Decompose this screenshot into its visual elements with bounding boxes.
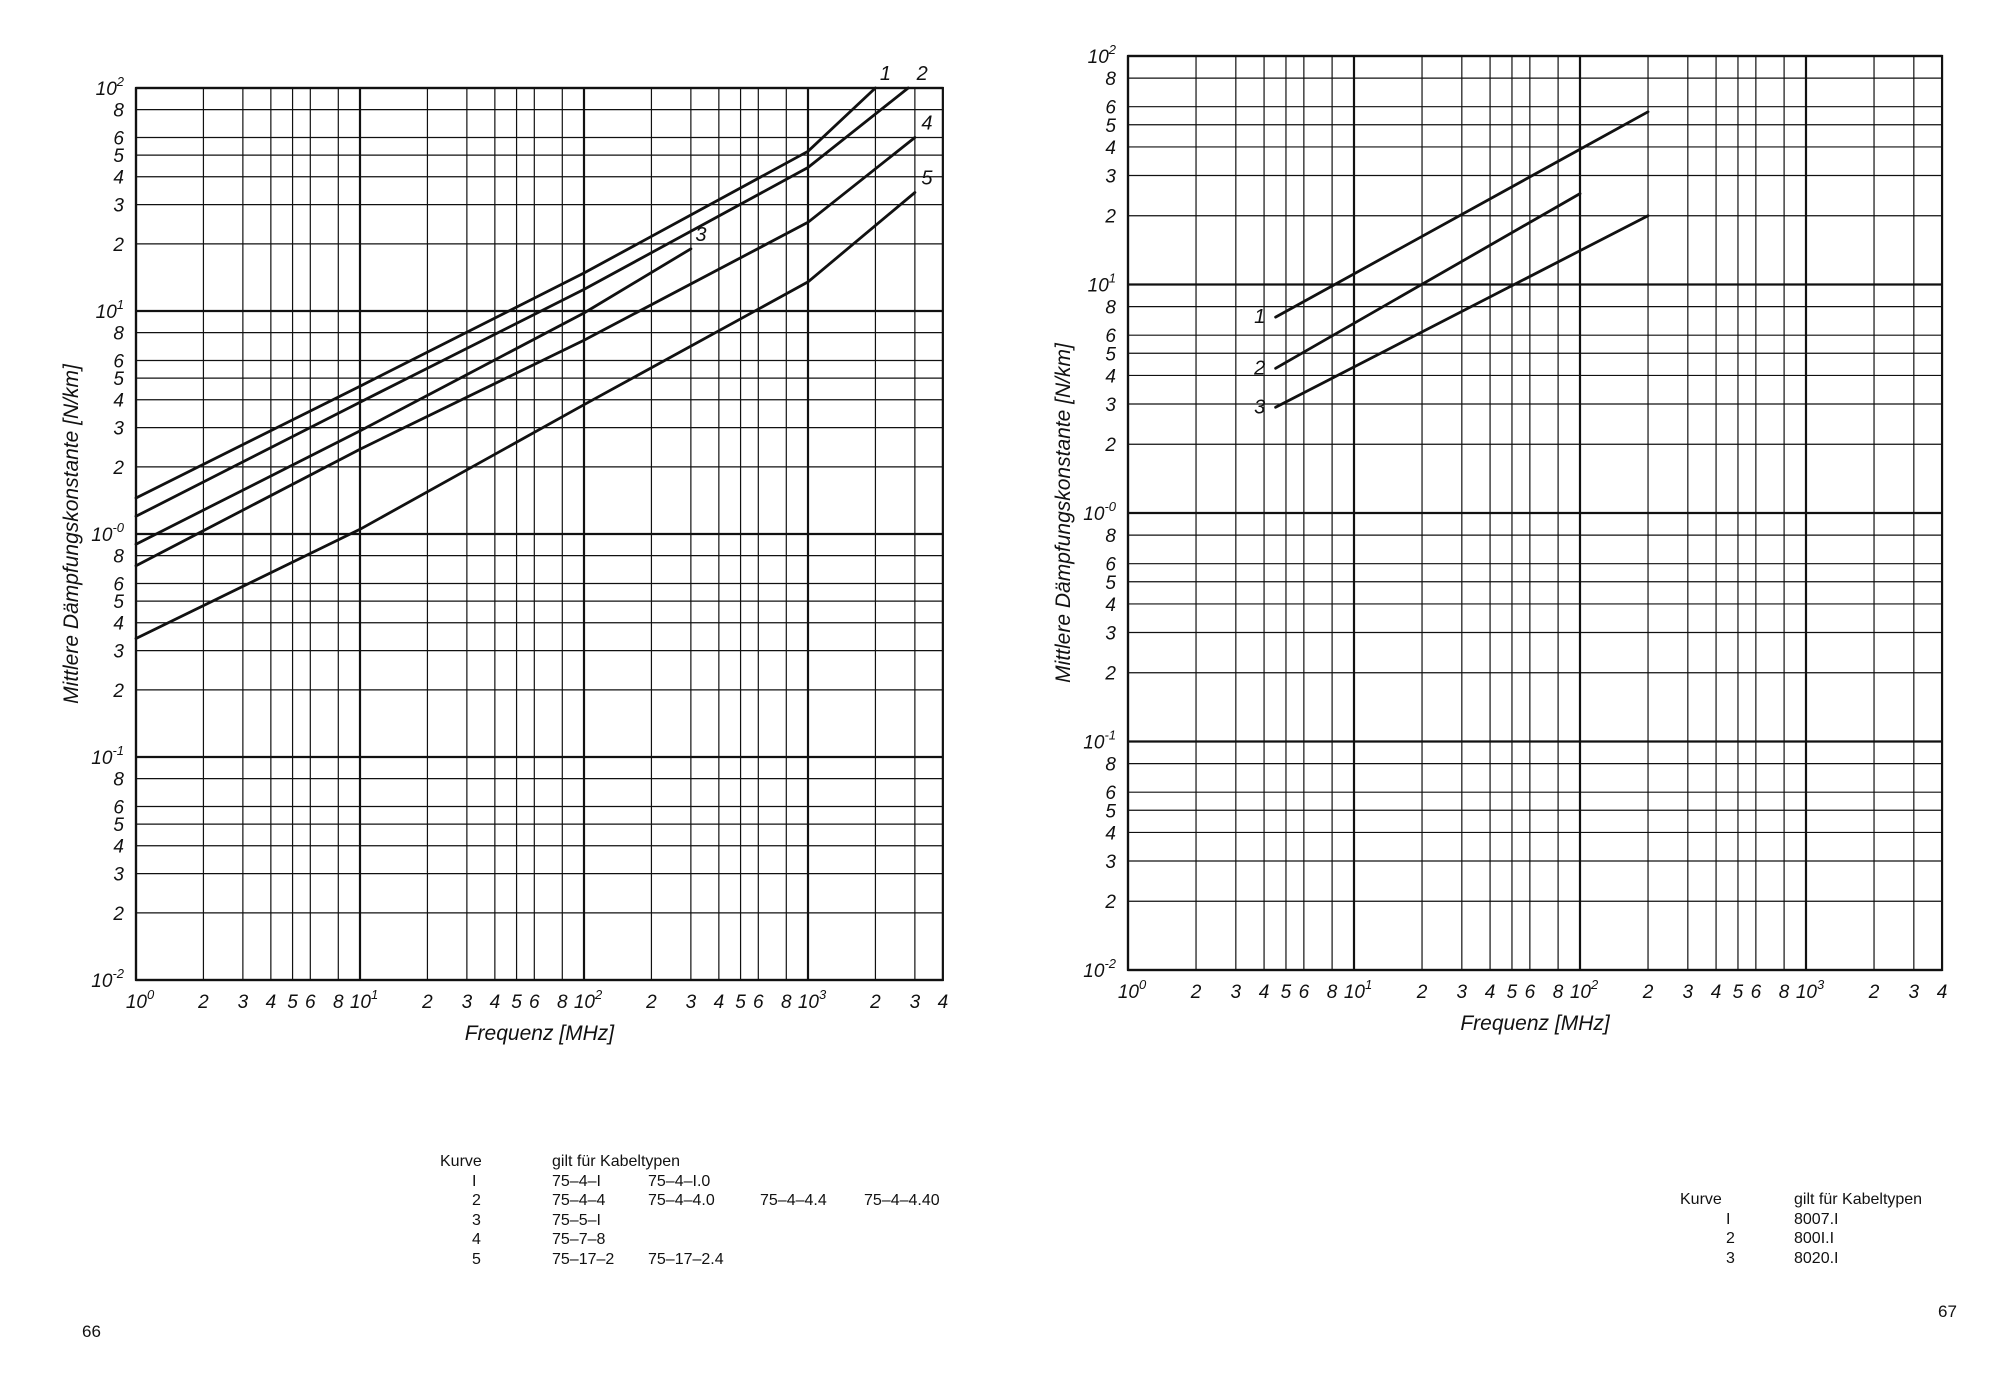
y-tick-label: 4 [1105,366,1116,388]
legend-cable-type: 8007.I [1794,1210,1839,1228]
y-tick-label: $10^1$ [1087,270,1116,297]
y-tick-label: 5 [1105,801,1116,823]
x-tick-label: 6 [753,992,764,1013]
y-tick-label: 6 [1105,97,1116,119]
legend-heading-curve: Kurve [440,1153,482,1170]
legend-row [440,1191,1000,1211]
legend-cable-type: 75–4–4.0 [648,1192,715,1209]
y-tick-label: 4 [113,390,124,412]
series-label-3: 3 [1254,396,1266,419]
x-tick-label: 3 [1682,982,1694,1003]
x-tick-label: $10^3$ [797,987,827,1013]
legend-cable-type: 75–5–I [552,1211,601,1229]
series-line-5 [136,193,915,639]
x-tick-label: 8 [781,992,792,1013]
series-label-2: 2 [916,63,928,85]
legend-cable-type: 75–4–4.4 [760,1192,827,1209]
x-tick-label: 2 [1868,982,1880,1003]
y-tick-label: 8 [113,546,124,568]
series-label-1: 1 [1254,306,1266,329]
x-axis-label: Frequenz [MHz] [1460,1012,1610,1035]
x-tick-label: 3 [1230,982,1242,1003]
x-tick-label: 3 [1908,982,1920,1003]
y-tick-label: 5 [113,592,124,614]
legend-curve-id: I [1726,1210,1731,1228]
x-tick-label: 6 [529,992,540,1013]
y-tick-label: 4 [113,836,124,858]
legend-curve-id: I [472,1172,477,1190]
legend-row [1680,1229,1980,1249]
page-number-left: 66 [82,1322,101,1341]
grid [1128,56,1942,970]
y-tick-label: 2 [1105,663,1116,685]
y-tick-label: 6 [113,351,124,373]
x-tick-label: 2 [1190,982,1202,1003]
x-tick-label: 2 [646,992,657,1013]
x-tick-label: 6 [1750,982,1762,1003]
y-axis-label: Mittlere Dämpfungskonstante [N/km] [60,364,83,704]
y-tick-label: 5 [1105,572,1116,594]
series-line-2 [136,88,908,516]
x-tick-label: 5 [735,992,746,1013]
x-tick-label: 8 [557,992,568,1013]
x-axis-label: Frequenz [MHz] [464,1022,615,1045]
y-tick-label: 4 [113,613,124,635]
y-tick-label: 6 [1105,783,1116,805]
legend-row [1680,1210,1980,1230]
x-tick-label: 4 [1936,982,1948,1003]
legend-curve-id: 5 [472,1250,481,1268]
x-tick-label: 4 [937,992,949,1013]
y-tick-label: $10^{-2}$ [1083,956,1116,982]
series-label-4: 4 [921,112,933,135]
y-tick-label: 5 [1105,115,1116,137]
y-tick-label: 2 [113,680,124,702]
page-number-right: 67 [1938,1302,1957,1321]
legend-cable-type: 75–17–2 [552,1250,615,1268]
y-tick-label: 5 [113,369,124,391]
series-line-4 [136,138,915,566]
y-tick-label: $10^{-2}$ [91,966,124,992]
y-tick-label: $10^1$ [95,297,124,323]
y-tick-label: 4 [1105,137,1116,159]
y-tick-label: 3 [113,864,124,886]
y-tick-label: 2 [113,234,124,256]
y-axis-label: Mittlere Dämpfungskonstante [N/km] [1052,343,1075,683]
series-label-1: 1 [879,63,891,85]
y-tick-label: 6 [113,797,124,819]
y-tick-label: 6 [113,128,124,150]
y-tick-label: 8 [1105,754,1116,776]
series-line-1 [136,88,875,498]
x-tick-label: 2 [1642,982,1654,1003]
legend-cable-type: 75–4–4.40 [864,1192,940,1209]
x-tick-label: 6 [1524,982,1536,1003]
x-tick-label: 5 [1732,982,1744,1003]
legend-row [440,1250,1000,1270]
y-tick-label: 3 [113,195,124,217]
series-label-5: 5 [921,167,933,190]
y-tick-label: $10^2$ [1087,42,1116,68]
y-tick-label: 6 [113,574,124,596]
y-tick-label: $10^2$ [95,74,124,100]
x-tick-label: 8 [333,992,344,1013]
x-tick-label: 4 [1484,982,1496,1003]
x-tick-label: 5 [1506,982,1518,1003]
y-tick-label: 2 [1105,892,1116,914]
y-tick-label: 2 [1105,435,1116,457]
legend-heading-types: gilt für Kabeltypen [1794,1191,1923,1208]
x-tick-label: 3 [685,992,697,1013]
legend-curve-id: 2 [472,1192,481,1209]
x-tick-label: 8 [1326,982,1338,1003]
x-tick-label: 5 [1280,982,1292,1003]
legend-row [440,1172,1000,1192]
legend-left [440,1152,1000,1269]
y-tick-label: 3 [1105,623,1116,645]
y-tick-label: $10^{-1}$ [1083,727,1116,754]
legend-row [1680,1249,1980,1269]
y-tick-label: 6 [1105,554,1116,576]
y-tick-label: 4 [113,167,124,189]
x-tick-label: $10^2$ [573,987,603,1013]
y-tick-label: 3 [1105,166,1116,188]
x-tick-label: 4 [713,992,725,1013]
x-tick-label: 2 [1416,982,1428,1003]
x-tick-label: 5 [511,992,522,1013]
y-tick-label: 6 [1105,326,1116,348]
x-tick-label: 2 [422,992,433,1013]
x-tick-label: 2 [870,992,881,1013]
y-tick-label: 8 [1105,297,1116,319]
x-tick-label: 8 [1552,982,1564,1003]
legend-row [440,1230,1000,1250]
legend-cable-type: 75–4–4 [552,1192,606,1209]
x-tick-label: $10^2$ [1569,977,1599,1003]
legend-curve-id: 3 [472,1211,481,1229]
x-tick-label: 8 [1778,982,1790,1003]
y-tick-label: 3 [113,641,124,663]
x-tick-label: 3 [909,992,921,1013]
y-tick-label: 8 [113,323,124,345]
x-tick-label: $10^1$ [349,987,379,1013]
y-tick-label: $10^{-0}$ [91,520,124,546]
legend-heading-types: gilt für Kabeltypen [552,1153,681,1170]
x-tick-label: $10^3$ [1795,977,1825,1003]
y-tick-label: 8 [113,769,124,791]
y-tick-label: 2 [113,903,124,925]
series-group [1253,112,1648,419]
x-tick-label: $10^0$ [1117,977,1147,1003]
legend-header [440,1152,1000,1172]
legend-curve-id: 4 [472,1231,481,1248]
grid [136,88,943,980]
y-tick-label: 2 [113,457,124,479]
y-tick-label: 8 [1105,69,1116,91]
y-tick-label: 8 [113,100,124,122]
series-label-2: 2 [1254,357,1266,380]
legend-cable-type: 8020.I [1794,1249,1839,1267]
legend-cable-type: 75–4–I [552,1172,601,1190]
x-tick-label: 5 [287,992,298,1013]
series-line-2 [1276,194,1580,369]
legend-header [1680,1190,1980,1210]
y-tick-label: 3 [1105,851,1116,873]
legend-cable-type: 75–7–8 [552,1231,606,1248]
x-tick-label: 4 [1258,982,1270,1003]
y-tick-label: 8 [1105,526,1116,548]
y-tick-label: 3 [113,418,124,440]
x-tick-label: 3 [237,992,249,1013]
y-tick-label: 4 [1105,823,1116,845]
x-tick-label: 4 [1710,982,1722,1003]
y-tick-label: 5 [113,815,124,837]
legend-heading-curve: Kurve [1680,1191,1722,1208]
y-tick-label: 2 [1105,206,1116,228]
y-tick-label: 5 [113,146,124,168]
x-tick-label: 4 [265,992,277,1013]
y-tick-label: 3 [1105,394,1116,416]
y-tick-label: $10^{-0}$ [1083,499,1116,525]
x-tick-label: 3 [1456,982,1468,1003]
x-tick-label: $10^1$ [1343,977,1373,1003]
x-tick-label: $10^0$ [125,987,155,1013]
x-tick-label: 3 [461,992,473,1013]
legend-cable-type: 75–17–2.4 [648,1250,724,1268]
y-tick-label: 5 [1105,344,1116,366]
x-tick-label: 6 [305,992,316,1013]
legend-curve-id: 2 [1726,1230,1735,1247]
y-tick-label: 4 [1105,594,1116,616]
x-tick-label: 2 [198,992,209,1013]
x-tick-label: 4 [489,992,501,1013]
legend-right [1680,1190,1980,1268]
legend-cable-type: 800I.I [1794,1230,1835,1247]
series-label-3: 3 [695,223,707,246]
x-tick-label: 6 [1298,982,1310,1003]
legend-row [440,1211,1000,1231]
y-tick-label: $10^{-1}$ [91,743,124,769]
legend-cable-type: 75–4–I.0 [648,1172,711,1190]
legend-curve-id: 3 [1726,1249,1735,1267]
